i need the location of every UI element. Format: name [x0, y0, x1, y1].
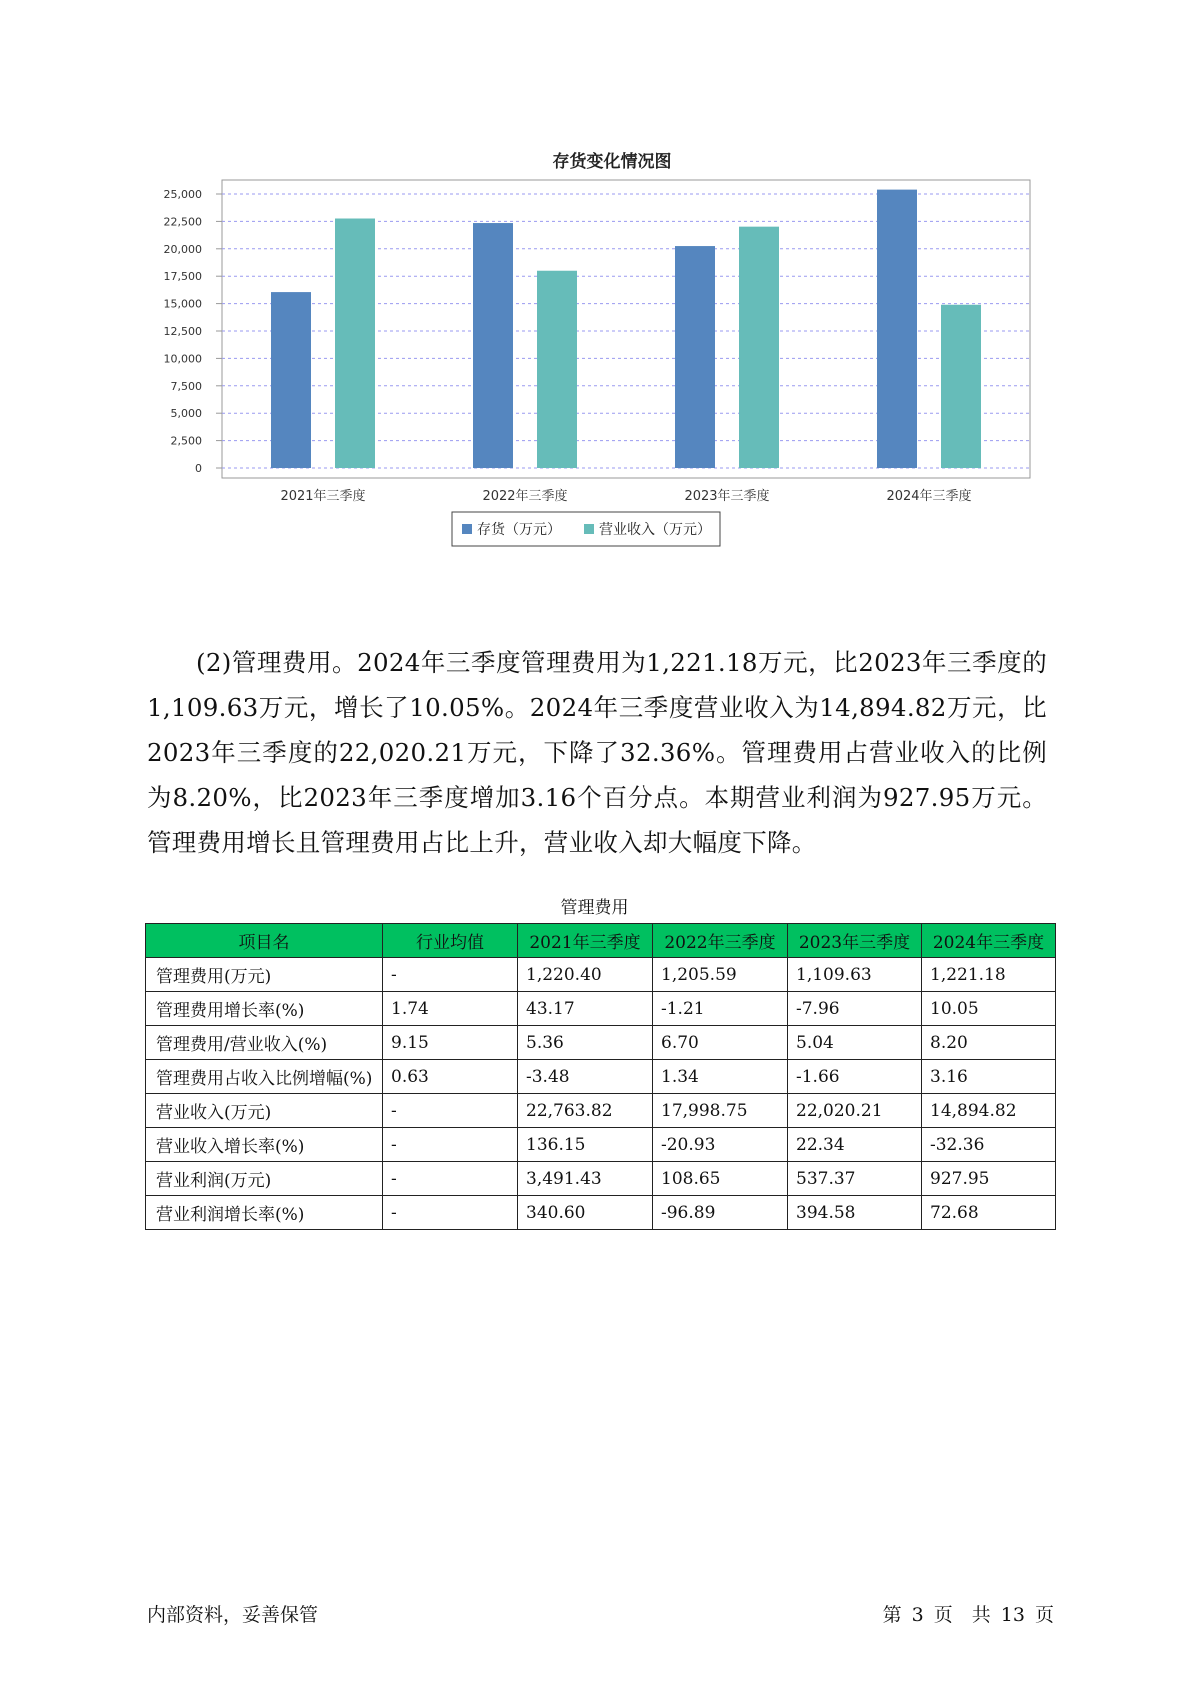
- footer-confidential-note: 内部资料，妥善保管: [147, 1604, 319, 1626]
- legend-label-revenue: 营业收入（万元）: [599, 522, 711, 538]
- legend-swatch-revenue: [584, 524, 594, 534]
- table-cell: -: [383, 1196, 518, 1230]
- table-row: [146, 1162, 1056, 1196]
- table-cell: 927.95: [922, 1162, 1056, 1196]
- row-label-cell: 管理费用(万元): [146, 958, 383, 992]
- table-cell: 22,763.82: [518, 1094, 653, 1128]
- row-label-cell: 管理费用/营业收入(%): [146, 1026, 383, 1060]
- table-cell: 3.16: [922, 1060, 1056, 1094]
- row-label-cell: 营业收入(万元): [146, 1094, 383, 1128]
- table-row: [146, 1094, 1056, 1128]
- table-row: [146, 1060, 1056, 1094]
- table-body: [146, 958, 1056, 1230]
- bar-revenue: [335, 219, 375, 468]
- y-tick-label: 25,000: [163, 188, 202, 201]
- table-cell: 22.34: [788, 1128, 922, 1162]
- bar-inventory: [675, 246, 715, 468]
- x-tick-label: 2022年三季度: [482, 489, 568, 504]
- table-cell: -7.96: [788, 992, 922, 1026]
- table-row: [146, 992, 1056, 1026]
- y-tick-label: 7,500: [170, 379, 202, 393]
- bar-revenue: [537, 271, 577, 468]
- bar-inventory: [271, 292, 311, 468]
- row-label-cell: 管理费用占收入比例增幅(%): [146, 1060, 383, 1094]
- legend: [452, 512, 720, 546]
- y-tick-label: 10,000: [163, 352, 202, 366]
- table-cell: 1,109.63: [788, 958, 922, 992]
- table-cell: 9.15: [383, 1026, 518, 1060]
- table-cell: -1.21: [653, 992, 788, 1026]
- table-cell: 17,998.75: [653, 1094, 788, 1128]
- table-cell: 72.68: [922, 1196, 1056, 1230]
- footer-page-number: 第 3 页 共 13 页: [882, 1604, 1054, 1626]
- x-tick-label: 2024年三季度: [886, 489, 972, 504]
- table-cell: -3.48: [518, 1060, 653, 1094]
- header-cell: 2024年三季度: [922, 924, 1056, 958]
- table-cell: -: [383, 1128, 518, 1162]
- y-tick-label: 20,000: [163, 242, 202, 256]
- table-header-row: [146, 924, 1056, 958]
- management-expense-table: [145, 923, 1056, 1230]
- inventory-chart: [150, 140, 1040, 600]
- table-cell: 10.05: [922, 992, 1056, 1026]
- table-cell: 394.58: [788, 1196, 922, 1230]
- row-label-cell: 管理费用增长率(%): [146, 992, 383, 1026]
- table-cell: 5.36: [518, 1026, 653, 1060]
- table-cell: -20.93: [653, 1128, 788, 1162]
- table-caption: 管理费用: [560, 898, 629, 918]
- table-cell: -: [383, 958, 518, 992]
- table-row: [146, 1196, 1056, 1230]
- chart-title: 存货变化情况图: [552, 152, 672, 172]
- legend-swatch-inventory: [462, 524, 472, 534]
- header-cell: 2022年三季度: [653, 924, 788, 958]
- table-cell: -: [383, 1162, 518, 1196]
- header-cell: 2023年三季度: [788, 924, 922, 958]
- management-expense-paragraph: (2)管理费用。2024年三季度管理费用为1,221.18万元，比2023年三季度的1,109.63万元，增长了10.05%。2024年三季度营业收入为14,894.82万元，比2023年三季度的22,020.21万元，下降了32.36%。管理费用占营业收入的比例为8.20%，比2023年三季度增加3.16个百分点。本期营业利润为927.95万元。管理费用增长且管理费用占比上升，营业收入却大幅度下降。: [147, 648, 1047, 857]
- table-cell: 0.63: [383, 1060, 518, 1094]
- bar-inventory: [473, 223, 513, 468]
- y-tick-label: 12,500: [163, 325, 202, 338]
- table-cell: -32.36: [922, 1128, 1056, 1162]
- table-row: [146, 1026, 1056, 1060]
- table-cell: 43.17: [518, 992, 653, 1026]
- legend-label-inventory: 存货（万元）: [477, 522, 561, 538]
- table-cell: -: [383, 1094, 518, 1128]
- y-tick-label: 17,500: [163, 270, 202, 284]
- table-cell: 136.15: [518, 1128, 653, 1162]
- y-tick-label: 15,000: [163, 297, 202, 311]
- table-cell: 537.37: [788, 1162, 922, 1196]
- y-tick-label: 5,000: [170, 407, 202, 421]
- table-cell: 5.04: [788, 1026, 922, 1060]
- bar-revenue: [739, 227, 779, 468]
- header-cell: 项目名: [146, 924, 383, 958]
- table-cell: 1,220.40: [518, 958, 653, 992]
- table-row: [146, 1128, 1056, 1162]
- table-cell: -96.89: [653, 1196, 788, 1230]
- table-row: [146, 958, 1056, 992]
- bar-inventory: [877, 190, 917, 468]
- table-cell: -1.66: [788, 1060, 922, 1094]
- y-tick-label: 0: [195, 462, 202, 475]
- table-cell: 1,221.18: [922, 958, 1056, 992]
- row-label-cell: 营业利润增长率(%): [146, 1196, 383, 1230]
- table-cell: 1.74: [383, 992, 518, 1026]
- bar-revenue: [941, 305, 981, 468]
- table-cell: 108.65: [653, 1162, 788, 1196]
- table-cell: 1.34: [653, 1060, 788, 1094]
- y-tick-label: 2,500: [170, 434, 202, 448]
- x-tick-label: 2021年三季度: [280, 489, 366, 504]
- header-cell: 行业均值: [383, 924, 518, 958]
- table-cell: 6.70: [653, 1026, 788, 1060]
- x-axis-ticks: [280, 488, 971, 504]
- table-cell: 14,894.82: [922, 1094, 1056, 1128]
- table-cell: 8.20: [922, 1026, 1056, 1060]
- y-tick-label: 22,500: [163, 215, 202, 229]
- x-tick-label: 2023年三季度: [684, 489, 770, 504]
- header-cell: 2021年三季度: [518, 924, 653, 958]
- table-cell: 3,491.43: [518, 1162, 653, 1196]
- table-cell: 1,205.59: [653, 958, 788, 992]
- row-label-cell: 营业利润(万元): [146, 1162, 383, 1196]
- table-cell: 340.60: [518, 1196, 653, 1230]
- row-label-cell: 营业收入增长率(%): [146, 1128, 383, 1162]
- table-cell: 22,020.21: [788, 1094, 922, 1128]
- y-axis-ticks: [164, 188, 223, 475]
